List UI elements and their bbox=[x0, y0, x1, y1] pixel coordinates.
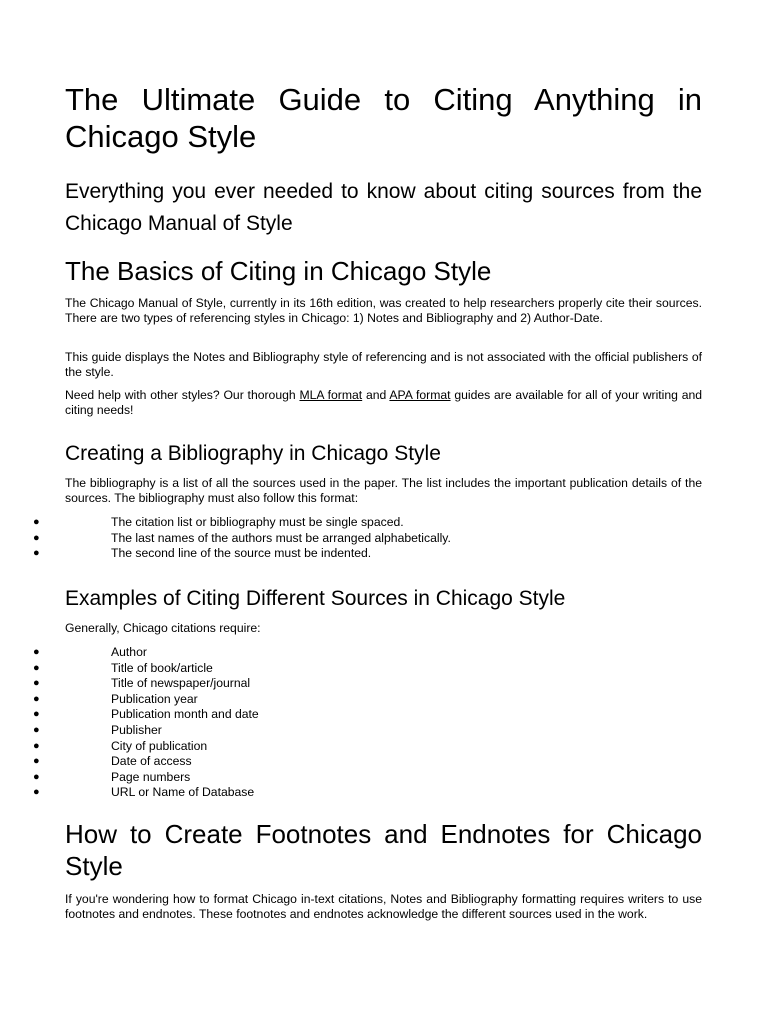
bullet-icon: ● bbox=[33, 547, 40, 560]
apa-format-link[interactable]: APA format bbox=[389, 388, 451, 402]
mla-format-link[interactable]: MLA format bbox=[299, 388, 363, 402]
bullet-icon: ● bbox=[33, 708, 40, 721]
paragraph-examples: Generally, Chicago citations require: bbox=[65, 621, 261, 635]
list-item bbox=[0, 785, 768, 801]
list-item-text: The second line of the source must be indented. bbox=[111, 546, 372, 561]
bullet-icon: ● bbox=[33, 661, 40, 674]
bullet-icon: ● bbox=[33, 770, 40, 783]
list-item bbox=[0, 770, 768, 786]
list-item bbox=[0, 739, 768, 755]
page-subtitle: Everything you ever needed to know about citing sources from the Chicago Manual of Style bbox=[65, 180, 702, 235]
bullet-icon: ● bbox=[33, 531, 40, 544]
list-item-text: The last names of the authors must be arranged alphabetically. bbox=[111, 530, 451, 545]
bullet-icon: ● bbox=[33, 739, 40, 752]
bullet-icon: ● bbox=[33, 755, 40, 768]
page-title: The Ultimate Guide to Citing Anything in Chicago Style bbox=[65, 82, 702, 154]
list-item-text: URL or Name of Database bbox=[111, 785, 255, 800]
list-item-text: City of publication bbox=[111, 738, 208, 753]
heading-bibliography: Creating a Bibliography in Chicago Style bbox=[65, 442, 441, 465]
list-item-text: The citation list or bibliography must be single spaced. bbox=[111, 515, 404, 529]
other-styles-text-post: guides are available for all of your writing and citing needs! bbox=[65, 388, 703, 417]
paragraph-basics-guide: This guide displays the Notes and Bibliography style of referencing and is not associated with the official publishers of the style. bbox=[65, 350, 702, 379]
bullet-icon: ● bbox=[33, 723, 40, 736]
list-item-text: Publisher bbox=[111, 722, 162, 737]
bullet-icon: ● bbox=[33, 692, 40, 705]
list-item bbox=[0, 707, 768, 723]
heading-basics: The Basics of Citing in Chicago Style bbox=[65, 256, 492, 286]
other-styles-text-pre: Need help with other styles? Our thorough bbox=[65, 388, 300, 402]
list-item-text: Page numbers bbox=[111, 769, 191, 784]
list-item bbox=[0, 723, 768, 739]
list-item bbox=[0, 692, 768, 708]
bullet-icon: ● bbox=[33, 646, 40, 658]
list-item-text: Author bbox=[111, 645, 147, 659]
heading-examples: Examples of Citing Different Sources in Chicago Style bbox=[65, 587, 566, 610]
bullet-icon: ● bbox=[33, 677, 40, 690]
list-item-text: Title of book/article bbox=[111, 660, 213, 675]
paragraph-other-styles bbox=[65, 388, 702, 417]
bullet-icon: ● bbox=[33, 516, 40, 528]
list-item bbox=[0, 676, 768, 692]
bullet-icon: ● bbox=[33, 786, 40, 799]
bibliography-format-list bbox=[0, 515, 768, 562]
list-item-text: Publication year bbox=[111, 691, 198, 706]
list-item-text: Publication month and date bbox=[111, 707, 259, 722]
citation-requirements-list bbox=[0, 645, 768, 801]
list-item bbox=[0, 645, 768, 661]
list-item bbox=[0, 754, 768, 770]
heading-footnotes: How to Create Footnotes and Endnotes for Chicago Style bbox=[65, 819, 702, 881]
list-item-text: Title of newspaper/journal bbox=[111, 676, 251, 691]
paragraph-bibliography: The bibliography is a list of all the sources used in the paper. The list includes the important publication details of the sources. The bibliography must also follow this format: bbox=[65, 476, 702, 505]
other-styles-text-mid: and bbox=[362, 388, 390, 402]
list-item bbox=[0, 661, 768, 677]
list-item-text: Date of access bbox=[111, 754, 192, 769]
paragraph-basics-intro: The Chicago Manual of Style, currently in its 16th edition, was created to help researchers properly cite their sources. There are two types of referencing styles in Chicago: 1) Notes and Bibliography and 2) Author-Date. bbox=[65, 296, 702, 325]
list-item bbox=[0, 515, 768, 531]
list-item bbox=[0, 531, 768, 547]
list-item bbox=[0, 546, 768, 562]
paragraph-footnotes: If you're wondering how to format Chicago in-text citations, Notes and Bibliography formatting requires writers to use footnotes and endnotes. These footnotes and endnotes acknowledge the different sources used in the work. bbox=[65, 892, 702, 921]
